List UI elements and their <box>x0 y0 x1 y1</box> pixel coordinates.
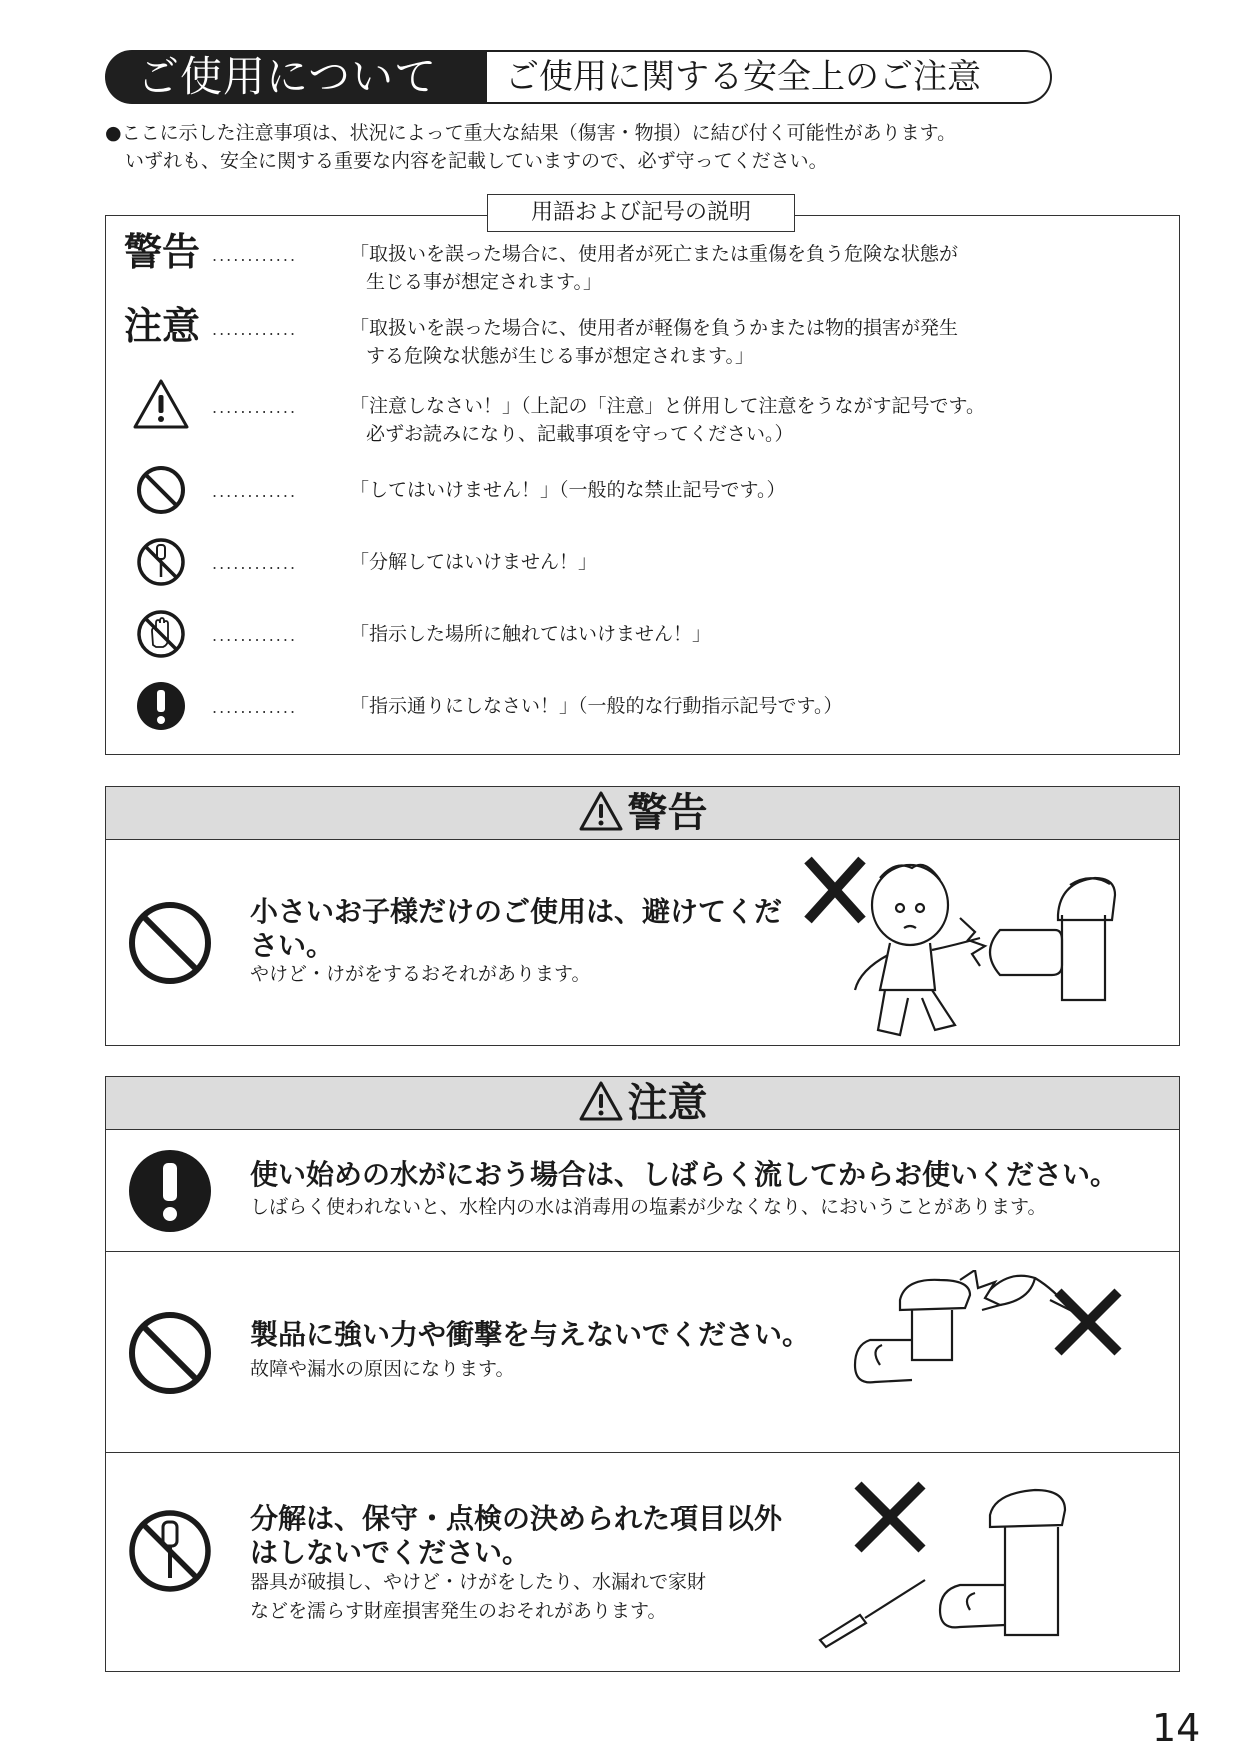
legend-dots: ............ <box>212 626 298 645</box>
bullet: ● <box>105 122 122 144</box>
page-title: ご使用に関する安全上のご注意 <box>487 50 1052 104</box>
caution-heading: 注意 <box>106 1077 1179 1130</box>
caution-triangle-icon <box>578 1080 624 1122</box>
legend-desc-prohibition: 「してはいけません！」（一般的な禁止記号です。） <box>350 479 786 501</box>
fist-hitting-faucet-illustration <box>840 1270 1130 1440</box>
warning-sub-text: やけど・けがをするおそれがあります。 <box>250 963 591 985</box>
screwdriver-and-faucet-illustration <box>810 1475 1130 1650</box>
caution-main-text-1: 使い始めの水がにおう場合は、しばらく流してからお使いください。 <box>250 1158 1119 1191</box>
warning-main-text: 小さいお子様だけのご使用は、避けてくだ さい。 <box>250 895 783 962</box>
legend-desc-no-disassembly: 「分解してはいけません！」 <box>350 551 598 573</box>
legend-dots: ............ <box>212 320 298 339</box>
no-disassembly-icon <box>127 1508 213 1594</box>
row-divider <box>105 1251 1180 1252</box>
legend-dots: ............ <box>212 698 298 717</box>
legend-title: 用語および記号の説明 <box>487 194 795 232</box>
legend-desc-warning: 「取扱いを誤った場合に、使用者が死亡または重傷を負う危険な状態が 生じる事が想定されます。」 <box>350 243 959 293</box>
mandatory-action-icon <box>127 1148 213 1234</box>
intro-line-1: ここに示した注意事項は、状況によって重大な結果（傷害・物損）に結び付く可能性があります。 <box>121 122 957 144</box>
caution-triangle-icon <box>578 790 624 832</box>
prohibition-icon <box>127 900 213 986</box>
legend-term-warning: 警告 <box>124 230 201 274</box>
legend-dots: ............ <box>212 246 298 265</box>
caution-main-text-3: 分解は、保守・点検の決められた項目以外 はしないでください。 <box>250 1502 783 1569</box>
intro-text <box>105 119 956 175</box>
legend-dots: ............ <box>212 398 298 417</box>
prohibition-icon <box>136 465 186 515</box>
caution-sub-text-2: 故障や漏水の原因になります。 <box>250 1358 515 1380</box>
intro-line-2: いずれも、安全に関する重要な内容を記載していますので、必ず守ってください。 <box>125 150 828 172</box>
child-touching-faucet-illustration <box>800 840 1130 1040</box>
warning-heading: 警告 <box>106 787 1179 840</box>
mandatory-action-icon <box>136 681 186 731</box>
caution-sub-text-1: しばらく使われないと、水栓内の水は消毒用の塩素が少なくなり、においうことがあります。 <box>250 1196 1047 1218</box>
caution-triangle-icon <box>132 378 190 430</box>
no-touch-icon <box>136 609 186 659</box>
legend-desc-caution: 「取扱いを誤った場合に、使用者が軽傷を負うかまたは物的損害が発生 する危険な状態が生じる事が想定されます。」 <box>350 317 959 367</box>
no-disassembly-icon <box>136 537 186 587</box>
legend-desc-no-touch: 「指示した場所に触れてはいけません！」 <box>350 623 712 645</box>
caution-sub-text-3: 器具が破損し、やけど・けがをしたり、水漏れで家財 などを濡らす財産損害発生のおそれがあります。 <box>250 1571 707 1622</box>
row-divider <box>105 1452 1180 1453</box>
legend-term-caution: 注意 <box>124 304 201 348</box>
prohibition-icon <box>127 1310 213 1396</box>
caution-main-text-2: 製品に強い力や衝撃を与えないでください。 <box>250 1318 811 1351</box>
legend-desc-mandatory: 「指示通りにしなさい！」（一般的な行動指示記号です。） <box>350 695 843 717</box>
legend-dots: ............ <box>212 482 298 501</box>
legend-dots: ............ <box>212 554 298 573</box>
section-label: ご使用について <box>105 50 487 104</box>
page-number: 14 <box>1152 1706 1201 1750</box>
legend-desc-triangle: 「注意しなさい！」（上記の「注意」と併用して注意をうながす記号です。 必ずお読みになり、記載事項を守ってください。） <box>350 395 985 445</box>
